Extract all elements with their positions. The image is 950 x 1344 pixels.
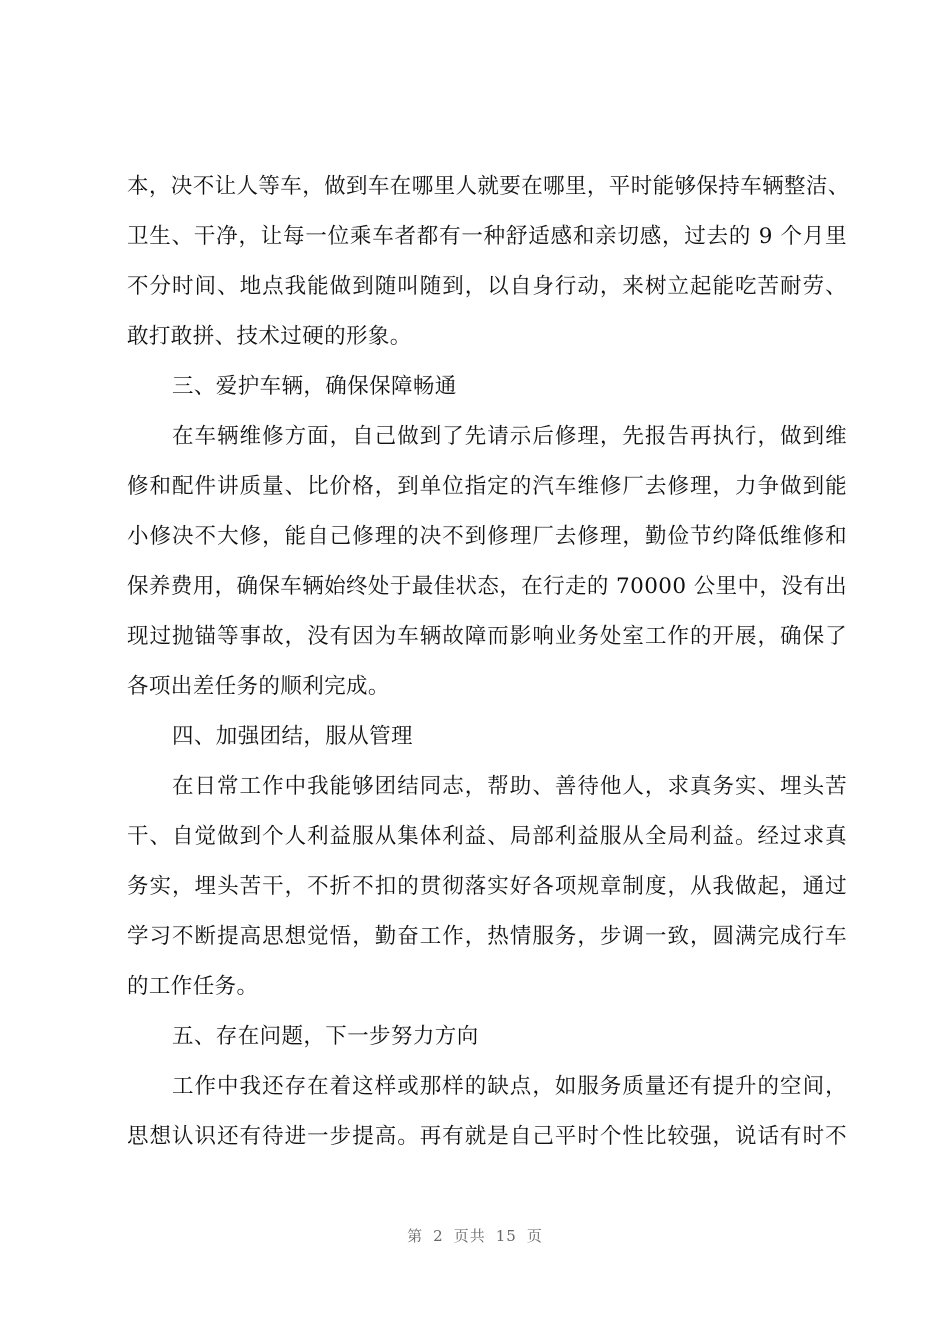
- body-text-line: 干、自觉做到个人利益服从集体利益、局部利益服从全局利益。经过求真: [127, 824, 847, 849]
- page-number-footer: [0, 1225, 950, 1246]
- page-label-prefix: 第: [407, 1227, 424, 1245]
- body-text-line: 敢打敢拼、技术过硬的形象。: [127, 324, 412, 349]
- body-text-line: 在日常工作中我能够团结同志，帮助、善待他人，求真务实、埋头苦: [172, 774, 847, 799]
- body-text-line: 的工作任务。: [127, 974, 259, 999]
- section-heading: 三、爱护车辆，确保保障畅通: [172, 374, 457, 399]
- body-text-line: 思想认识还有待进一步提高。再有就是自己平时个性比较强，说话有时不: [127, 1124, 847, 1149]
- body-text-line: 学习不断提高思想觉悟，勤奋工作，热情服务，步调一致，圆满完成行车: [127, 924, 847, 949]
- body-text-line: 现过抛锚等事故，没有因为车辆故障而影响业务处室工作的开展，确保了: [127, 624, 847, 649]
- page-label-middle: 页共: [453, 1227, 486, 1245]
- total-pages-number: 15: [495, 1227, 517, 1245]
- body-text-line: 小修决不大修，能自己修理的决不到修理厂去修理，勤俭节约降低维修和: [127, 524, 847, 549]
- section-heading: 四、加强团结，服从管理: [172, 724, 413, 749]
- body-text-line: 在车辆维修方面，自己做到了先请示后修理，先报告再执行，做到维: [172, 424, 847, 449]
- body-text-line: 保养费用，确保车辆始终处于最佳状态，在行走的 70000 公里中，没有出: [127, 574, 847, 599]
- body-text-line: 务实，埋头苦干，不折不扣的贯彻落实好各项规章制度，从我做起，通过: [127, 874, 847, 899]
- body-text-line: 工作中我还存在着这样或那样的缺点，如服务质量还有提升的空间，: [172, 1074, 847, 1099]
- body-text-line: 修和配件讲质量、比价格，到单位指定的汽车维修厂去修理，力争做到能: [127, 474, 847, 499]
- body-text-line: 卫生、干净，让每一位乘车者都有一种舒适感和亲切感，过去的 9 个月里: [127, 224, 847, 249]
- body-text-line: 本，决不让人等车，做到车在哪里人就要在哪里，平时能够保持车辆整洁、: [127, 174, 850, 199]
- section-heading: 五、存在问题，下一步努力方向: [172, 1024, 479, 1049]
- body-text-line: 不分时间、地点我能做到随叫随到，以自身行动，来树立起能吃苦耐劳、: [127, 274, 847, 299]
- current-page-number: 2: [433, 1227, 444, 1245]
- body-text-line: 各项出差任务的顺利完成。: [127, 674, 390, 699]
- page-label-suffix: 页: [526, 1227, 543, 1245]
